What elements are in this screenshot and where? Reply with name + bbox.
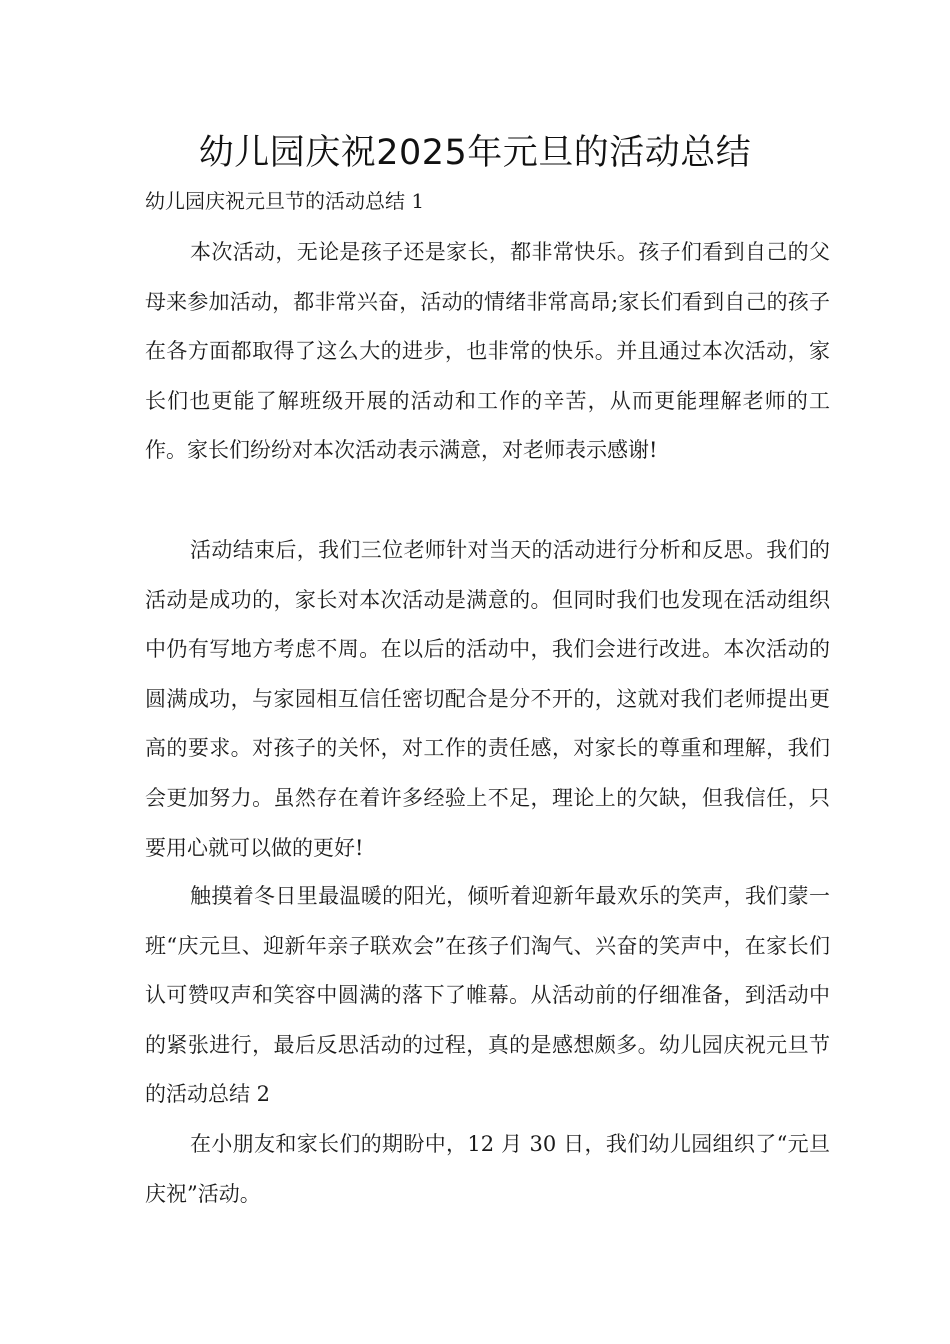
paragraph: 本次活动，无论是孩子还是家长，都非常快乐。孩子们看到自己的父母来参加活动，都非常兴奋，活动的情绪非常高昂;家长们看到自己的孩子在各方面都取得了这么大的进步，也非常的快乐。并且通过本次活动，家长们也更能了解班级开展的活动和工作的辛苦，从而更能理解老师的工作。家长们纷纷对本次活动表示满意，对老师表示感谢! bbox=[145, 240, 830, 463]
paragraph: 触摸着冬日里最温暖的阳光，倾听着迎新年最欢乐的笑声，我们蒙一班“庆元旦、迎新年亲子联欢会”在孩子们淘气、兴奋的笑声中，在家长们认可赞叹声和笑容中圆满的落下了帷幕。从活动前的仔细准备，到活动中的紧张进行，最后反思活动的过程，真的是感想颇多。幼儿园庆祝元旦节的活动总结 2 bbox=[145, 884, 830, 1107]
section-heading: 幼儿园庆祝元旦节的活动总结 1 bbox=[145, 189, 425, 213]
document-title: 幼儿园庆祝2025年元旦的活动总结 bbox=[198, 133, 752, 173]
paragraph: 活动结束后，我们三位老师针对当天的活动进行分析和反思。我们的活动是成功的，家长对本次活动是满意的。但同时我们也发现在活动组织中仍有写地方考虑不周。在以后的活动中，我们会进行改进。本次活动的圆满成功，与家园相互信任密切配合是分不开的，这就对我们老师提出更高的要求。对孩子的关怀，对工作的责任感，对家长的尊重和理解，我们会更加努力。虽然存在着许多经验上不足，理论上的欠缺，但我信任，只要用心就可以做的更好! bbox=[145, 538, 830, 860]
paragraph: 在小朋友和家长们的期盼中，12 月 30 日，我们幼儿园组织了“元旦庆祝”活动。 bbox=[145, 1132, 830, 1206]
